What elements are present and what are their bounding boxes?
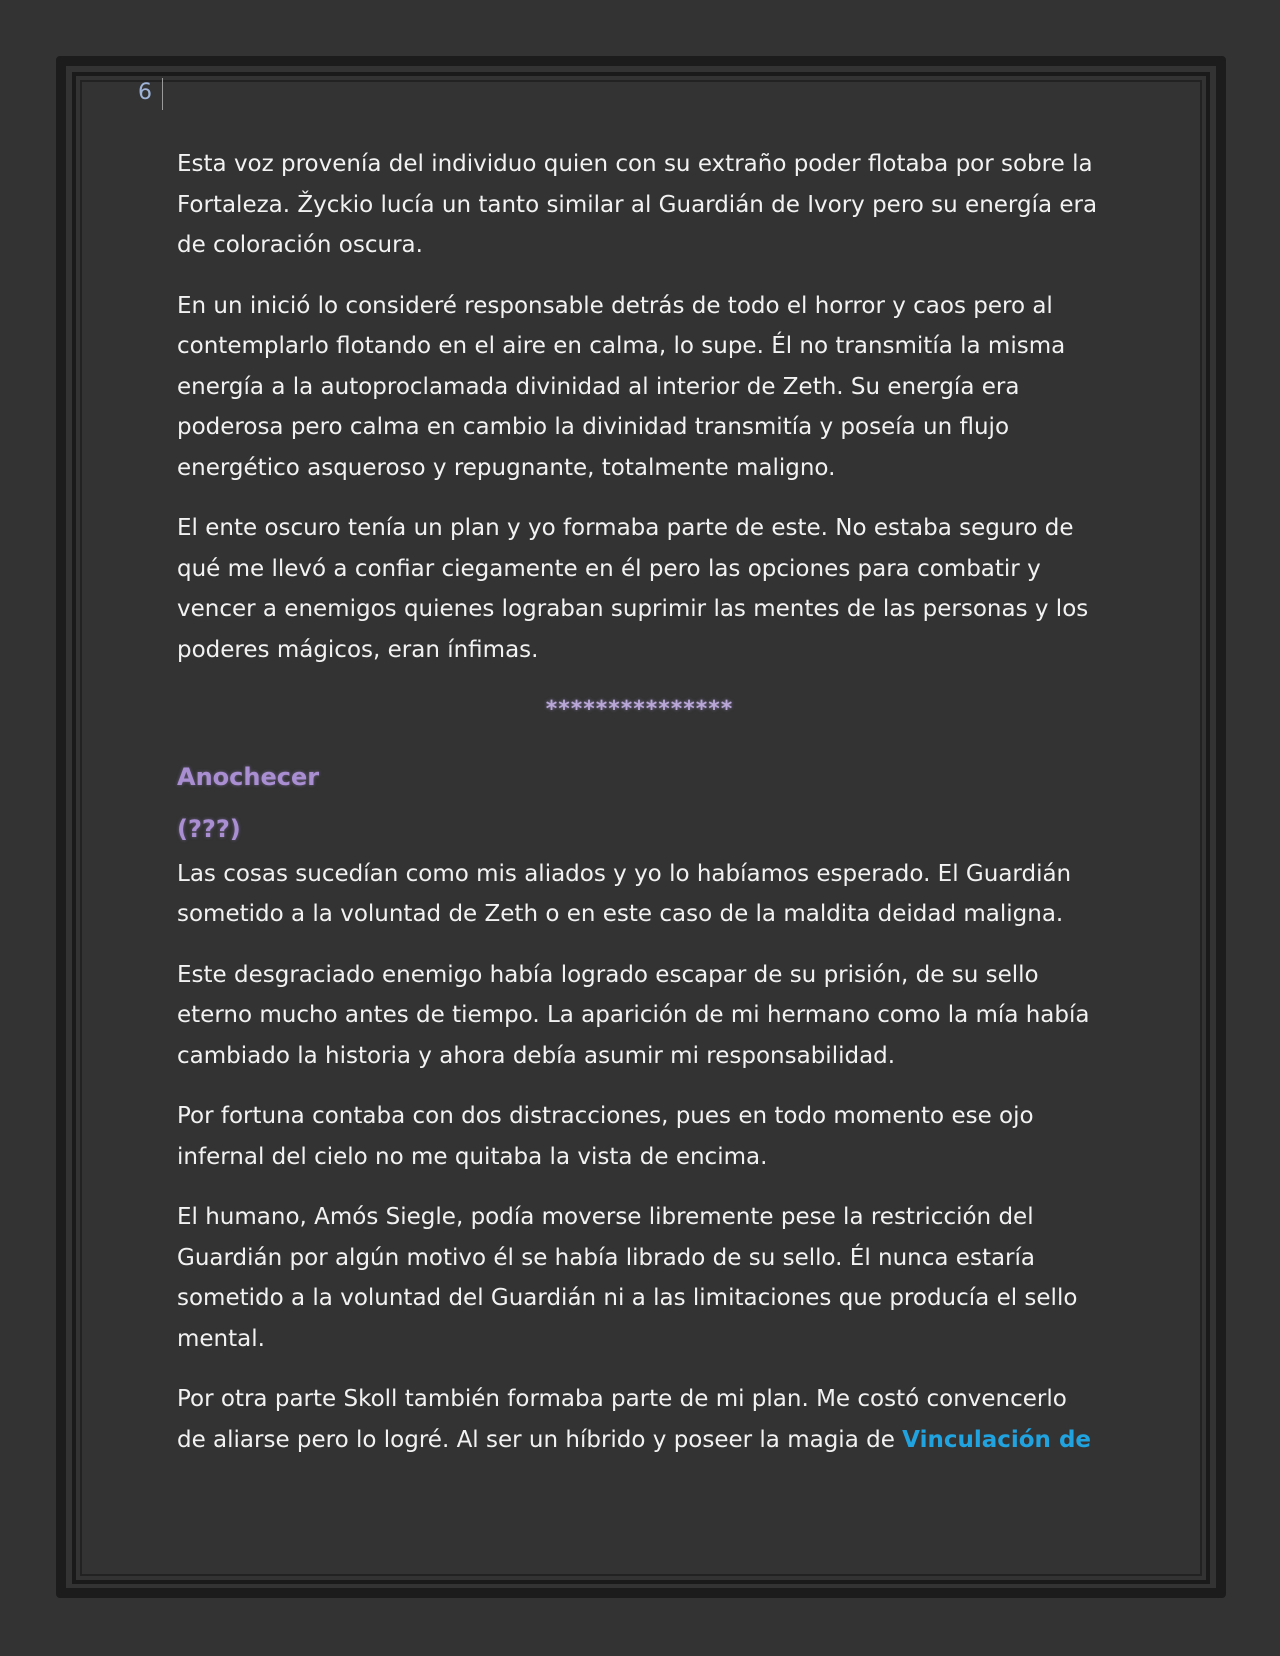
speaker-label: (???) <box>177 815 241 843</box>
paragraph: Las cosas sucedían como mis aliados y yo lo habíamos esperado. El Guardián sometido a la voluntad de Zeth o en este caso de la maldita deidad maligna. <box>177 860 1072 927</box>
paragraph: El humano, Amós Siegle, podía moverse libremente pese la restricción del Guardián por algún motivo él se había librado de su sello. Él nunca estaría sometido a la voluntad del Guardián ni a las limitaciones que producía el sello mental. <box>177 1204 1078 1352</box>
vinculacion-link[interactable]: Vinculación de <box>902 1426 1092 1453</box>
paragraph: Este desgraciado enemigo había logrado escapar de su prisión, de su sello eterno mucho antes de tiempo. La aparición de mi hermano como la mía había cambiado la historia y ahora debía asumir mi responsabilidad. <box>177 961 1090 1069</box>
paragraph: El ente oscuro tenía un plan y yo formaba parte de este. No estaba seguro de qué me llevó a confiar ciegamente en él pero las opciones para combatir y vencer a enemigos quienes lograban suprimir las mentes de las personas y los poderes mágicos, eran ínfimas. <box>177 515 1089 663</box>
paragraph-last <box>177 1379 1102 1460</box>
paragraph: Por fortuna contaba con dos distracciones, pues en todo momento ese ojo infernal del cielo no me quitaba la vista de encima. <box>177 1103 1034 1170</box>
paragraph-text: Por otra parte Skoll también formaba parte de mi plan. Me costó convencerlo de aliarse pero lo logré. Al ser un híbrido y poseer la magia de <box>177 1386 1067 1453</box>
page-content <box>177 144 1102 1480</box>
scene-separator: *************** <box>545 697 734 722</box>
page-number: 6 <box>138 78 163 110</box>
paragraph: Esta voz provenía del individuo quien con su extraño poder flotaba por sobre la Fortaleza. Žyckio lucía un tanto similar al Guardián de Ivory pero su energía era de coloración oscura. <box>177 151 1098 258</box>
paragraph: En un inició lo consideré responsable detrás de todo el horror y caos pero al contemplarlo flotando en el aire en calma, lo supe. Él no transmitía la misma energía a la autoproclamada divinidad al interior de Zeth. Su energía era poderosa pero calma en cambio la divinidad transmitía y poseía un flujo energético asqueroso y repugnante, totalmente maligno. <box>177 292 1066 481</box>
section-title: Anochecer <box>177 762 320 791</box>
